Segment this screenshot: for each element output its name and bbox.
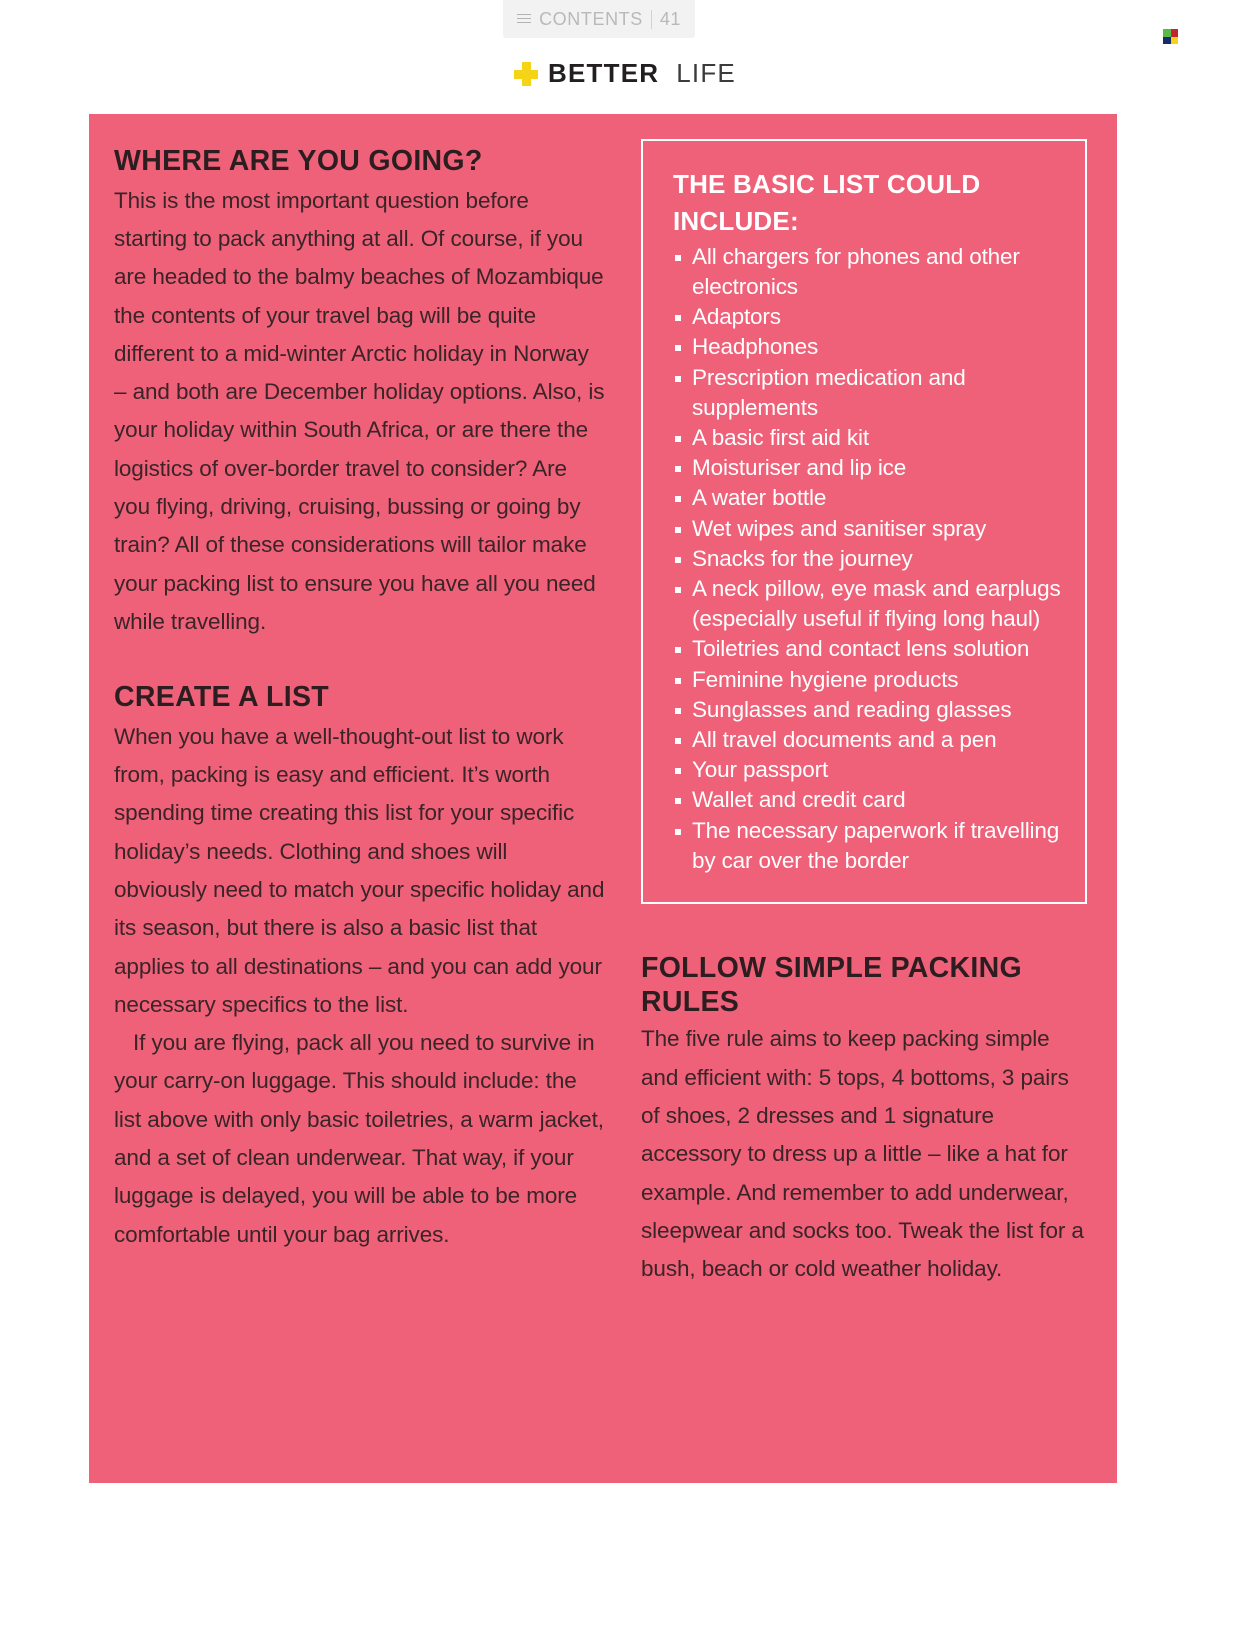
paragraph-create-a-list: When you have a well-thought-out list to work from, packing is easy and efficient. It’s worth spending time creating this list for your specific holiday’s needs. Clothing and shoes will obviously need to match your specific holiday and its season, but there is also a basic list that applies to all destinations – and you can add your necessary specifics to the list. (114, 723, 605, 1017)
list-item: Wet wipes and sanitiser spray (673, 514, 1067, 544)
left-column (89, 114, 641, 1483)
list-item: A basic first aid kit (673, 423, 1067, 453)
contents-label: CONTENTS (539, 8, 643, 29)
list-item: A water bottle (673, 483, 1067, 513)
contents-tab[interactable] (503, 0, 695, 38)
list-item: Headphones (673, 332, 1067, 362)
brand-name-light: LIFE (676, 58, 736, 88)
list-item: All travel documents and a pen (673, 725, 1067, 755)
list-item: Snacks for the journey (673, 544, 1067, 574)
heading-follow-simple-packing-rules: FOLLOW SIMPLE PACKING RULES (641, 952, 1023, 1018)
brand-name-bold: BETTER (548, 58, 660, 88)
list-item: The necessary paperwork if travelling by car over the border (673, 816, 1067, 876)
four-square-logo-icon (1163, 29, 1178, 44)
list-item: Moisturiser and lip ice (673, 453, 1067, 483)
basic-list (673, 242, 1067, 876)
paragraph-packing-rules: The five rule aims to keep packing simple and efficient with: 5 tops, 4 bottoms, 3 pairs of shoes, 2 dresses and 1 signature accessory to dress up a little – like a hat for example. And remember to add underwear, sleepwear and socks too. Tweak the list for a bush, beach or cold weather holiday. (641, 1026, 1084, 1282)
list-item: Sunglasses and reading glasses (673, 695, 1067, 725)
list-item: A neck pillow, eye mask and earplugs (especially useful if flying long haul) (673, 574, 1067, 634)
list-item: Prescription medication and supplements (673, 363, 1067, 423)
logo-square-green (1163, 29, 1171, 37)
paragraph-carry-on: If you are flying, pack all you need to survive in your carry-on luggage. This should include: the list above with only basic toiletries, a warm jacket, and a set of clean underwear. That way, if your luggage is delayed, you will be able to be more comfortable until your bag arrives. (114, 1030, 604, 1247)
divider (651, 10, 652, 29)
masthead (0, 58, 1250, 89)
list-item: Feminine hygiene products (673, 665, 1067, 695)
plus-cross-icon (514, 62, 538, 86)
heading-create-a-list: CREATE A LIST (114, 681, 330, 714)
article-panel (89, 114, 1117, 1483)
list-item: Toiletries and contact lens solution (673, 634, 1067, 664)
page-number: 41 (659, 8, 681, 29)
heading-where-are-you-going: WHERE ARE YOU GOING? (114, 145, 483, 177)
list-item: Adaptors (673, 302, 1067, 332)
basic-list-box (641, 139, 1087, 904)
list-item: All chargers for phones and other electronics (673, 242, 1067, 302)
basic-list-heading: THE BASIC LIST COULD INCLUDE: (673, 169, 981, 236)
hamburger-icon (517, 14, 531, 24)
article-columns (89, 114, 1117, 1483)
logo-square-yellow (1171, 37, 1179, 45)
right-column (641, 114, 1117, 1483)
logo-square-red (1171, 29, 1179, 37)
paragraph-where-are-you-going: This is the most important question before starting to pack anything at all. Of course, if you are headed to the balmy beaches of Mozambique the contents of your travel bag will be quite different to a mid-winter Arctic holiday in Norway – and both are December holiday options. Also, is your holiday within South Africa, or are there the logistics of over-border travel to consider? Are you flying, driving, cruising, bussing or going by train? All of these considerations will tailor make your packing list to ensure you have all you need while travelling. (114, 187, 605, 634)
list-item: Wallet and credit card (673, 785, 1067, 815)
list-item: Your passport (673, 755, 1067, 785)
logo-square-blue (1163, 37, 1171, 45)
